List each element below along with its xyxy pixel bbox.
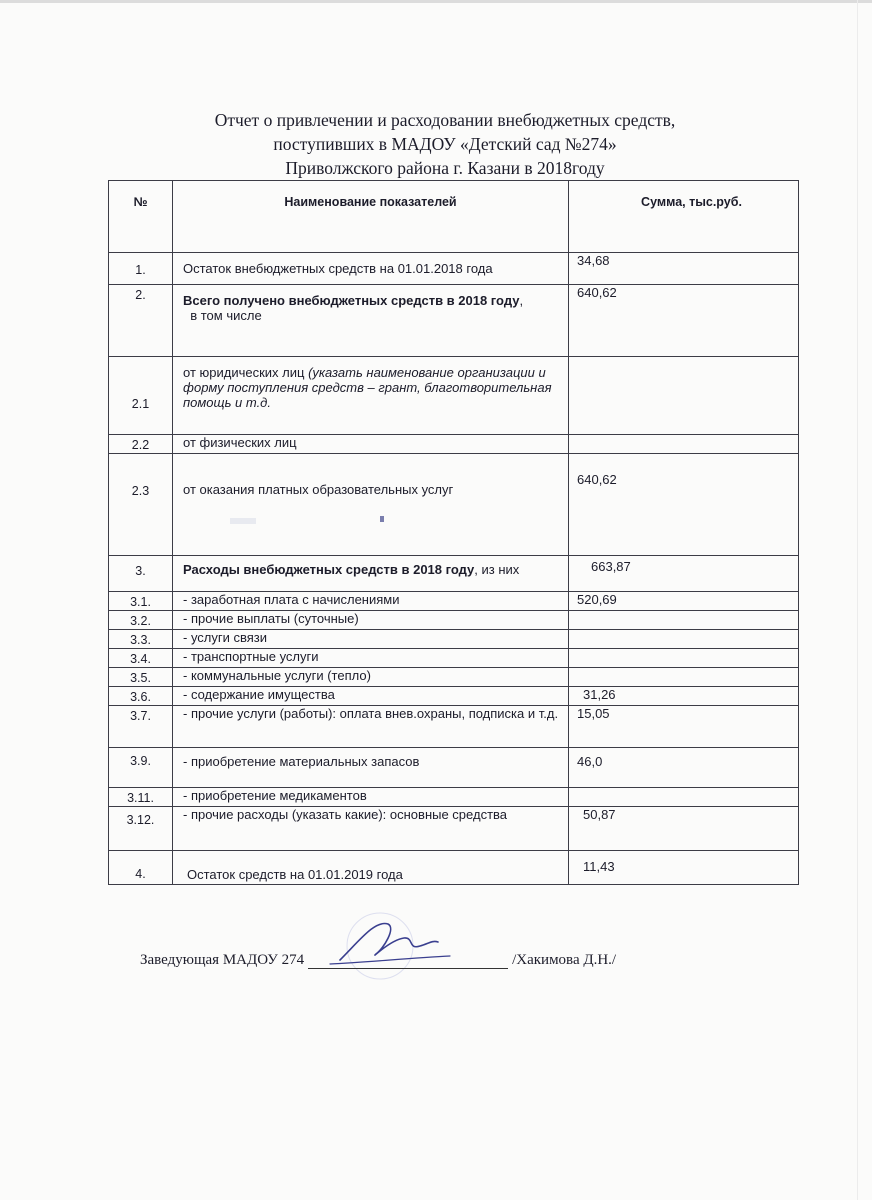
table-row — [109, 454, 799, 556]
header-sum: Сумма, тыс.руб. — [569, 181, 799, 253]
row-name-bold: Всего получено внебюджетных средств в 2018 году — [183, 293, 520, 308]
row-value: 46,0 — [569, 748, 799, 788]
signature-label: Заведующая МАДОУ 274 — [140, 952, 305, 968]
row-name: Остаток внебюджетных средств на 01.01.2018 года — [173, 253, 569, 285]
table-row — [109, 611, 799, 630]
table-header-row — [109, 181, 799, 253]
row-number: 1. — [109, 253, 173, 285]
row-name-plain: от юридических лиц — [183, 365, 305, 380]
row-number: 2.3 — [109, 454, 173, 556]
table-row — [109, 788, 799, 807]
row-value — [569, 357, 799, 435]
table-row — [109, 285, 799, 357]
signature-name: /Хакимова Д.Н./ — [512, 952, 617, 968]
row-name: - приобретение материальных запасов — [173, 748, 569, 788]
row-name: - приобретение медикаментов — [173, 788, 569, 807]
row-value: 640,62 — [569, 285, 799, 357]
table-row — [109, 851, 799, 885]
row-value: 31,26 — [569, 687, 799, 706]
row-name-tail: , — [519, 293, 524, 308]
report-table-wrapper — [108, 180, 798, 885]
scan-top-edge — [0, 0, 872, 3]
scan-right-edge — [857, 0, 858, 1200]
row-number: 4. — [109, 851, 173, 885]
row-value — [569, 649, 799, 668]
row-value: 663,87 — [569, 556, 799, 592]
row-name — [173, 357, 569, 435]
table-row — [109, 357, 799, 435]
row-number: 3.6. — [109, 687, 173, 706]
row-name — [173, 556, 569, 592]
row-value: 640,62 — [569, 454, 799, 556]
report-table — [108, 180, 799, 885]
table-row — [109, 253, 799, 285]
row-value: 50,87 — [569, 807, 799, 851]
row-name: - прочие расходы (указать какие): основные средства — [173, 807, 569, 851]
row-name-extra: в том числе — [190, 308, 262, 323]
scan-smudge — [230, 512, 430, 532]
row-value — [569, 630, 799, 649]
table-row — [109, 706, 799, 748]
table-row — [109, 592, 799, 611]
row-name: - прочие выплаты (суточные) — [173, 611, 569, 630]
row-number: 3. — [109, 556, 173, 592]
row-number: 2.2 — [109, 435, 173, 454]
row-number: 3.5. — [109, 668, 173, 687]
table-row — [109, 630, 799, 649]
row-name-tail: , из них — [474, 562, 520, 577]
header-number: № — [109, 181, 173, 253]
row-value: 34,68 — [569, 253, 799, 285]
title-line-2: поступивших в МАДОУ «Детский сад №274» — [273, 134, 617, 154]
row-number: 3.1. — [109, 592, 173, 611]
row-value: 15,05 — [569, 706, 799, 748]
row-name: Остаток средств на 01.01.2019 года — [173, 851, 569, 885]
row-name: - услуги связи — [173, 630, 569, 649]
row-name: - транспортные услуги — [173, 649, 569, 668]
row-name: - содержание имущества — [173, 687, 569, 706]
signature-blank-line — [308, 954, 508, 969]
row-number: 2.1 — [109, 357, 173, 435]
row-number: 3.2. — [109, 611, 173, 630]
header-name: Наименование показателей — [173, 181, 569, 253]
row-name-italic: (указать наименование организации и форму поступления средств – грант, благотворительная помощь и т.д. — [183, 365, 552, 410]
row-number: 3.11. — [109, 788, 173, 807]
signature-mark — [300, 910, 460, 980]
table-row — [109, 649, 799, 668]
row-number: 3.12. — [109, 807, 173, 851]
table-row — [109, 668, 799, 687]
row-value — [569, 611, 799, 630]
row-number: 3.7. — [109, 706, 173, 748]
table-row — [109, 687, 799, 706]
table-row — [109, 748, 799, 788]
table-row — [109, 807, 799, 851]
row-name: - прочие услуги (работы): оплата внев.охраны, подписка и т.д. — [173, 706, 569, 748]
row-name — [173, 285, 569, 357]
row-number: 3.9. — [109, 748, 173, 788]
row-value — [569, 668, 799, 687]
signature-row — [140, 952, 840, 969]
row-name-bold: Расходы внебюджетных средств в 2018 году — [183, 562, 475, 577]
row-name: от физических лиц — [173, 435, 569, 454]
row-name: от оказания платных образовательных услуг — [173, 454, 569, 556]
row-value: 520,69 — [569, 592, 799, 611]
report-title — [150, 108, 740, 180]
row-name: - коммунальные услуги (тепло) — [173, 668, 569, 687]
title-line-3: Приволжского района г. Казани в 2018году — [285, 158, 605, 178]
row-value: 11,43 — [569, 851, 799, 885]
row-name: - заработная плата с начислениями — [173, 592, 569, 611]
row-value — [569, 788, 799, 807]
title-line-1: Отчет о привлечении и расходовании внебюджетных средств, — [214, 110, 676, 130]
row-number: 2. — [109, 285, 173, 357]
table-row — [109, 435, 799, 454]
table-row — [109, 556, 799, 592]
row-number: 3.4. — [109, 649, 173, 668]
row-value — [569, 435, 799, 454]
row-number: 3.3. — [109, 630, 173, 649]
